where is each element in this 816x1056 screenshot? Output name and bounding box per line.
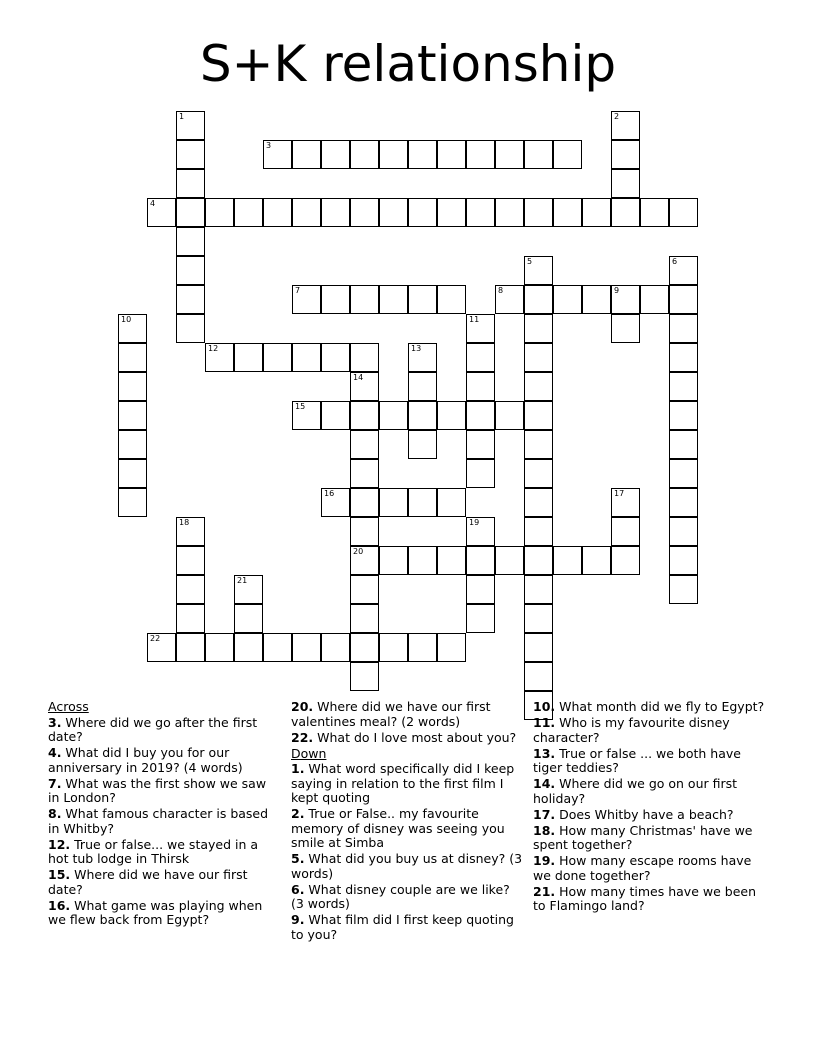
grid-cell[interactable] bbox=[669, 459, 698, 488]
grid-cell[interactable] bbox=[553, 140, 582, 169]
grid-cell[interactable] bbox=[524, 459, 553, 488]
clue-number-label: 13. bbox=[533, 745, 556, 761]
clue-number: 5 bbox=[527, 257, 533, 266]
grid-cell[interactable] bbox=[611, 140, 640, 169]
clue-number-label: 19. bbox=[533, 853, 556, 868]
grid-cell[interactable] bbox=[292, 285, 321, 314]
clue-text: Does Whitby have a beach? bbox=[555, 806, 734, 822]
grid-cell[interactable] bbox=[582, 546, 611, 575]
grid-cell[interactable] bbox=[524, 517, 553, 546]
grid-cell[interactable] bbox=[263, 140, 292, 169]
clue-number: 13 bbox=[411, 344, 422, 353]
grid-cell[interactable] bbox=[118, 372, 147, 401]
clue-number: 14 bbox=[353, 373, 364, 382]
grid-cell[interactable] bbox=[495, 546, 524, 575]
clue-number-label: 16. bbox=[48, 897, 71, 913]
clue bbox=[48, 716, 280, 745]
clue-text: What film did I first keep quoting to you? bbox=[291, 912, 514, 942]
clue-number-label: 9. bbox=[291, 912, 305, 927]
grid-cell[interactable] bbox=[582, 285, 611, 314]
clue-number-label: 18. bbox=[533, 822, 556, 838]
clue bbox=[48, 899, 280, 928]
grid-cell[interactable] bbox=[176, 633, 205, 662]
clue bbox=[533, 777, 765, 806]
clue-number-label: 14. bbox=[533, 776, 556, 791]
clue-column-2 bbox=[291, 700, 523, 944]
grid-cell[interactable] bbox=[466, 546, 495, 575]
grid-cell[interactable] bbox=[176, 517, 205, 546]
clue bbox=[291, 762, 523, 806]
grid-cell[interactable] bbox=[669, 198, 698, 227]
grid-cell[interactable] bbox=[524, 604, 553, 633]
grid-cell[interactable] bbox=[118, 401, 147, 430]
clue-number-label: 6. bbox=[291, 881, 305, 897]
grid-cell[interactable] bbox=[321, 198, 350, 227]
grid-cell[interactable] bbox=[408, 372, 437, 401]
grid-cell[interactable] bbox=[118, 459, 147, 488]
grid-cell[interactable] bbox=[176, 256, 205, 285]
clue-text: What word specifically did I keep saying in relation to the first film I kept quoting bbox=[291, 761, 515, 805]
grid-cell[interactable] bbox=[669, 488, 698, 517]
grid-cell[interactable] bbox=[350, 198, 379, 227]
grid-cell[interactable] bbox=[321, 488, 350, 517]
clue-number: 15 bbox=[295, 402, 306, 411]
grid-cell[interactable] bbox=[234, 198, 263, 227]
grid-cell[interactable] bbox=[611, 111, 640, 140]
grid-cell[interactable] bbox=[437, 633, 466, 662]
clue-text: What was the first show we saw in London? bbox=[48, 775, 267, 805]
clue-column-1 bbox=[48, 700, 280, 929]
grid-cell[interactable] bbox=[350, 430, 379, 459]
grid-cell[interactable] bbox=[669, 285, 698, 314]
grid-cell[interactable] bbox=[524, 198, 553, 227]
grid-cell[interactable] bbox=[350, 343, 379, 372]
grid-cell[interactable] bbox=[524, 488, 553, 517]
grid-cell[interactable] bbox=[350, 372, 379, 401]
grid-cell[interactable] bbox=[321, 633, 350, 662]
clue-number: 19 bbox=[469, 518, 480, 527]
clue-text: What did you buy us at disney? (3 words) bbox=[291, 851, 523, 881]
clue-number-label: 15. bbox=[48, 867, 71, 882]
grid-cell[interactable] bbox=[524, 343, 553, 372]
clue-text: Where did we go after the first date? bbox=[48, 714, 258, 744]
grid-cell[interactable] bbox=[640, 198, 669, 227]
grid-cell[interactable] bbox=[611, 314, 640, 343]
clue-number-label: 11. bbox=[533, 715, 556, 730]
grid-cell[interactable] bbox=[176, 604, 205, 633]
grid-cell[interactable] bbox=[292, 401, 321, 430]
clue-number: 20 bbox=[353, 547, 364, 556]
clue-number: 7 bbox=[295, 286, 301, 295]
clue bbox=[291, 731, 523, 746]
grid-cell[interactable] bbox=[611, 488, 640, 517]
clue-number-label: 20. bbox=[291, 699, 314, 714]
grid-cell[interactable] bbox=[350, 401, 379, 430]
grid-cell[interactable] bbox=[379, 140, 408, 169]
grid-cell[interactable] bbox=[321, 343, 350, 372]
grid-cell[interactable] bbox=[118, 343, 147, 372]
grid-cell[interactable] bbox=[437, 198, 466, 227]
grid-cell[interactable] bbox=[292, 198, 321, 227]
grid-cell[interactable] bbox=[321, 140, 350, 169]
clue bbox=[291, 883, 523, 912]
grid-cell[interactable] bbox=[350, 517, 379, 546]
grid-cell[interactable] bbox=[350, 459, 379, 488]
clue-number-label: 17. bbox=[533, 806, 556, 822]
grid-cell[interactable] bbox=[263, 633, 292, 662]
clue-number: 1 bbox=[179, 112, 185, 121]
clue bbox=[533, 824, 765, 853]
clue-text: What famous character is based in Whitby? bbox=[48, 806, 269, 836]
grid-cell[interactable] bbox=[669, 314, 698, 343]
grid-cell[interactable] bbox=[350, 546, 379, 575]
grid-cell[interactable] bbox=[118, 488, 147, 517]
grid-cell[interactable] bbox=[176, 140, 205, 169]
grid-cell[interactable] bbox=[379, 488, 408, 517]
clue-number: 17 bbox=[614, 489, 625, 498]
clue-text: What month did we fly to Egypt? bbox=[555, 699, 765, 714]
grid-cell[interactable] bbox=[408, 198, 437, 227]
clue bbox=[291, 807, 523, 851]
clue-number: 12 bbox=[208, 344, 219, 353]
grid-cell[interactable] bbox=[176, 198, 205, 227]
clue bbox=[291, 700, 523, 729]
clue-number-label: 12. bbox=[48, 836, 71, 852]
grid-cell[interactable] bbox=[408, 430, 437, 459]
grid-cell[interactable] bbox=[234, 633, 263, 662]
clue bbox=[533, 808, 765, 823]
grid-cell[interactable] bbox=[437, 140, 466, 169]
grid-cell[interactable] bbox=[408, 546, 437, 575]
clue-column-3 bbox=[533, 700, 765, 915]
clue-number-label: 2. bbox=[291, 806, 305, 821]
clue-number: 21 bbox=[237, 576, 248, 585]
grid-cell[interactable] bbox=[466, 575, 495, 604]
grid-cell[interactable] bbox=[524, 546, 553, 575]
clue bbox=[291, 852, 523, 881]
grid-cell[interactable] bbox=[611, 285, 640, 314]
grid-cell[interactable] bbox=[408, 285, 437, 314]
grid-cell[interactable] bbox=[263, 198, 292, 227]
clue-number-label: 10. bbox=[533, 699, 556, 714]
clue-text: True or false... we stayed in a hot tub lodge in Thirsk bbox=[48, 836, 259, 866]
grid-cell[interactable] bbox=[118, 314, 147, 343]
grid-cell[interactable] bbox=[437, 401, 466, 430]
clue-text: Where did we have our first valentines meal? (2 words) bbox=[291, 699, 491, 729]
grid-cell[interactable] bbox=[524, 430, 553, 459]
clue-text: What disney couple are we like? (3 words) bbox=[291, 881, 510, 911]
grid-cell[interactable] bbox=[350, 633, 379, 662]
grid-cell[interactable] bbox=[234, 343, 263, 372]
grid-cell[interactable] bbox=[524, 256, 553, 285]
clue-number-label: 5. bbox=[291, 851, 305, 866]
grid-cell[interactable] bbox=[466, 198, 495, 227]
grid-cell[interactable] bbox=[408, 401, 437, 430]
grid-cell[interactable] bbox=[466, 401, 495, 430]
grid-cell[interactable] bbox=[379, 285, 408, 314]
grid-cell[interactable] bbox=[669, 430, 698, 459]
clue-text: What did I buy you for our anniversary in 2019? (4 words) bbox=[48, 745, 243, 775]
grid-cell[interactable] bbox=[524, 285, 553, 314]
grid-cell[interactable] bbox=[466, 343, 495, 372]
clue-number: 18 bbox=[179, 518, 190, 527]
grid-cell[interactable] bbox=[350, 575, 379, 604]
grid-cell[interactable] bbox=[611, 198, 640, 227]
grid-cell[interactable] bbox=[466, 372, 495, 401]
clue-text: True or False.. my favourite memory of disney was seeing you smile at Simba bbox=[291, 806, 505, 850]
grid-cell[interactable] bbox=[553, 546, 582, 575]
clue bbox=[533, 854, 765, 883]
grid-cell[interactable] bbox=[669, 256, 698, 285]
clue-number-label: 4. bbox=[48, 745, 62, 760]
grid-cell[interactable] bbox=[466, 314, 495, 343]
grid-cell[interactable] bbox=[234, 604, 263, 633]
clue-text: How many Christmas' have we spent together? bbox=[533, 822, 753, 852]
grid-cell[interactable] bbox=[321, 401, 350, 430]
grid-cell[interactable] bbox=[176, 169, 205, 198]
clue-number-label: 7. bbox=[48, 775, 62, 791]
grid-cell[interactable] bbox=[437, 488, 466, 517]
grid-cell[interactable] bbox=[466, 459, 495, 488]
clue-text: How many escape rooms have we done together? bbox=[533, 853, 752, 883]
clue bbox=[48, 868, 280, 897]
grid-cell[interactable] bbox=[379, 401, 408, 430]
grid-cell[interactable] bbox=[176, 575, 205, 604]
page-title: S+K relationship bbox=[199, 35, 617, 93]
grid-cell[interactable] bbox=[466, 517, 495, 546]
grid-cell[interactable] bbox=[669, 401, 698, 430]
grid-cell[interactable] bbox=[379, 198, 408, 227]
clue-text: True or false ... we both have tiger teddies? bbox=[533, 745, 741, 775]
grid-cell[interactable] bbox=[350, 140, 379, 169]
grid-cell[interactable] bbox=[524, 633, 553, 662]
clue bbox=[533, 700, 765, 715]
grid-cell[interactable] bbox=[582, 198, 611, 227]
grid-cell[interactable] bbox=[118, 430, 147, 459]
grid-cell[interactable] bbox=[495, 401, 524, 430]
grid-cell[interactable] bbox=[176, 111, 205, 140]
grid-cell[interactable] bbox=[350, 488, 379, 517]
clue-number: 2 bbox=[614, 112, 620, 121]
clue-number-label: 3. bbox=[48, 714, 62, 730]
grid-cell[interactable] bbox=[640, 285, 669, 314]
clue-text: Where did we have our first date? bbox=[48, 867, 248, 897]
grid-cell[interactable] bbox=[292, 343, 321, 372]
grid-cell[interactable] bbox=[408, 488, 437, 517]
grid-cell[interactable] bbox=[669, 372, 698, 401]
grid-cell[interactable] bbox=[321, 285, 350, 314]
clue bbox=[533, 885, 765, 914]
clue-number: 4 bbox=[150, 199, 156, 208]
grid-cell[interactable] bbox=[524, 662, 553, 691]
grid-cell[interactable] bbox=[147, 198, 176, 227]
clue bbox=[48, 746, 280, 775]
grid-cell[interactable] bbox=[292, 633, 321, 662]
grid-cell[interactable] bbox=[408, 633, 437, 662]
grid-cell[interactable] bbox=[408, 140, 437, 169]
clue-text: What do I love most about you? bbox=[313, 729, 517, 745]
grid-cell[interactable] bbox=[350, 604, 379, 633]
clue-number: 3 bbox=[266, 141, 272, 150]
clue bbox=[48, 777, 280, 806]
grid-cell[interactable] bbox=[205, 633, 234, 662]
grid-cell[interactable] bbox=[466, 604, 495, 633]
grid-cell[interactable] bbox=[524, 314, 553, 343]
grid-cell[interactable] bbox=[234, 575, 263, 604]
grid-cell[interactable] bbox=[524, 401, 553, 430]
clue-heading: Down bbox=[291, 745, 327, 761]
clue-number: 10 bbox=[121, 315, 132, 324]
grid-cell[interactable] bbox=[611, 517, 640, 546]
grid-cell[interactable] bbox=[205, 343, 234, 372]
clue-text: Who is my favourite disney character? bbox=[533, 715, 730, 745]
grid-cell[interactable] bbox=[611, 546, 640, 575]
grid-cell[interactable] bbox=[379, 633, 408, 662]
clue-heading: Across bbox=[48, 699, 89, 714]
grid-cell[interactable] bbox=[292, 140, 321, 169]
grid-cell[interactable] bbox=[350, 285, 379, 314]
clue-number: 6 bbox=[672, 257, 678, 266]
clue bbox=[533, 747, 765, 776]
grid-cell[interactable] bbox=[466, 430, 495, 459]
grid-cell[interactable] bbox=[495, 140, 524, 169]
grid-cell[interactable] bbox=[524, 372, 553, 401]
clue bbox=[48, 838, 280, 867]
clue-number: 9 bbox=[614, 286, 620, 295]
grid-cell[interactable] bbox=[437, 546, 466, 575]
clue-number: 11 bbox=[469, 315, 480, 324]
grid-cell[interactable] bbox=[669, 575, 698, 604]
grid-cell[interactable] bbox=[669, 517, 698, 546]
clue bbox=[48, 807, 280, 836]
grid-cell[interactable] bbox=[495, 285, 524, 314]
grid-cell[interactable] bbox=[408, 343, 437, 372]
clue-number-label: 1. bbox=[291, 761, 305, 776]
clue-text: How many times have we been to Flamingo land? bbox=[533, 883, 756, 913]
grid-cell[interactable] bbox=[495, 198, 524, 227]
grid-cell[interactable] bbox=[669, 546, 698, 575]
grid-cell[interactable] bbox=[553, 285, 582, 314]
clue-number: 16 bbox=[324, 489, 335, 498]
grid-cell[interactable] bbox=[466, 140, 495, 169]
clue-number: 8 bbox=[498, 286, 504, 295]
clue-number-label: 22. bbox=[291, 729, 314, 745]
clue-number-label: 8. bbox=[48, 806, 62, 821]
grid-cell[interactable] bbox=[379, 546, 408, 575]
clue-number-label: 21. bbox=[533, 883, 556, 899]
grid-cell[interactable] bbox=[176, 285, 205, 314]
grid-cell[interactable] bbox=[205, 198, 234, 227]
grid-cell[interactable] bbox=[176, 314, 205, 343]
grid-cell[interactable] bbox=[176, 227, 205, 256]
grid-cell[interactable] bbox=[147, 633, 176, 662]
grid-cell[interactable] bbox=[611, 169, 640, 198]
grid-cell[interactable] bbox=[263, 343, 292, 372]
grid-cell[interactable] bbox=[176, 546, 205, 575]
clue-text: What game was playing when we flew back from Egypt? bbox=[48, 897, 263, 927]
grid-cell[interactable] bbox=[524, 140, 553, 169]
clue-text: Where did we go on our first holiday? bbox=[533, 776, 738, 806]
grid-cell[interactable] bbox=[350, 662, 379, 691]
grid-cell[interactable] bbox=[553, 198, 582, 227]
clue-number: 22 bbox=[150, 634, 161, 643]
grid-cell[interactable] bbox=[437, 285, 466, 314]
clue bbox=[291, 913, 523, 942]
clue bbox=[533, 716, 765, 745]
grid-cell[interactable] bbox=[524, 575, 553, 604]
grid-cell[interactable] bbox=[669, 343, 698, 372]
